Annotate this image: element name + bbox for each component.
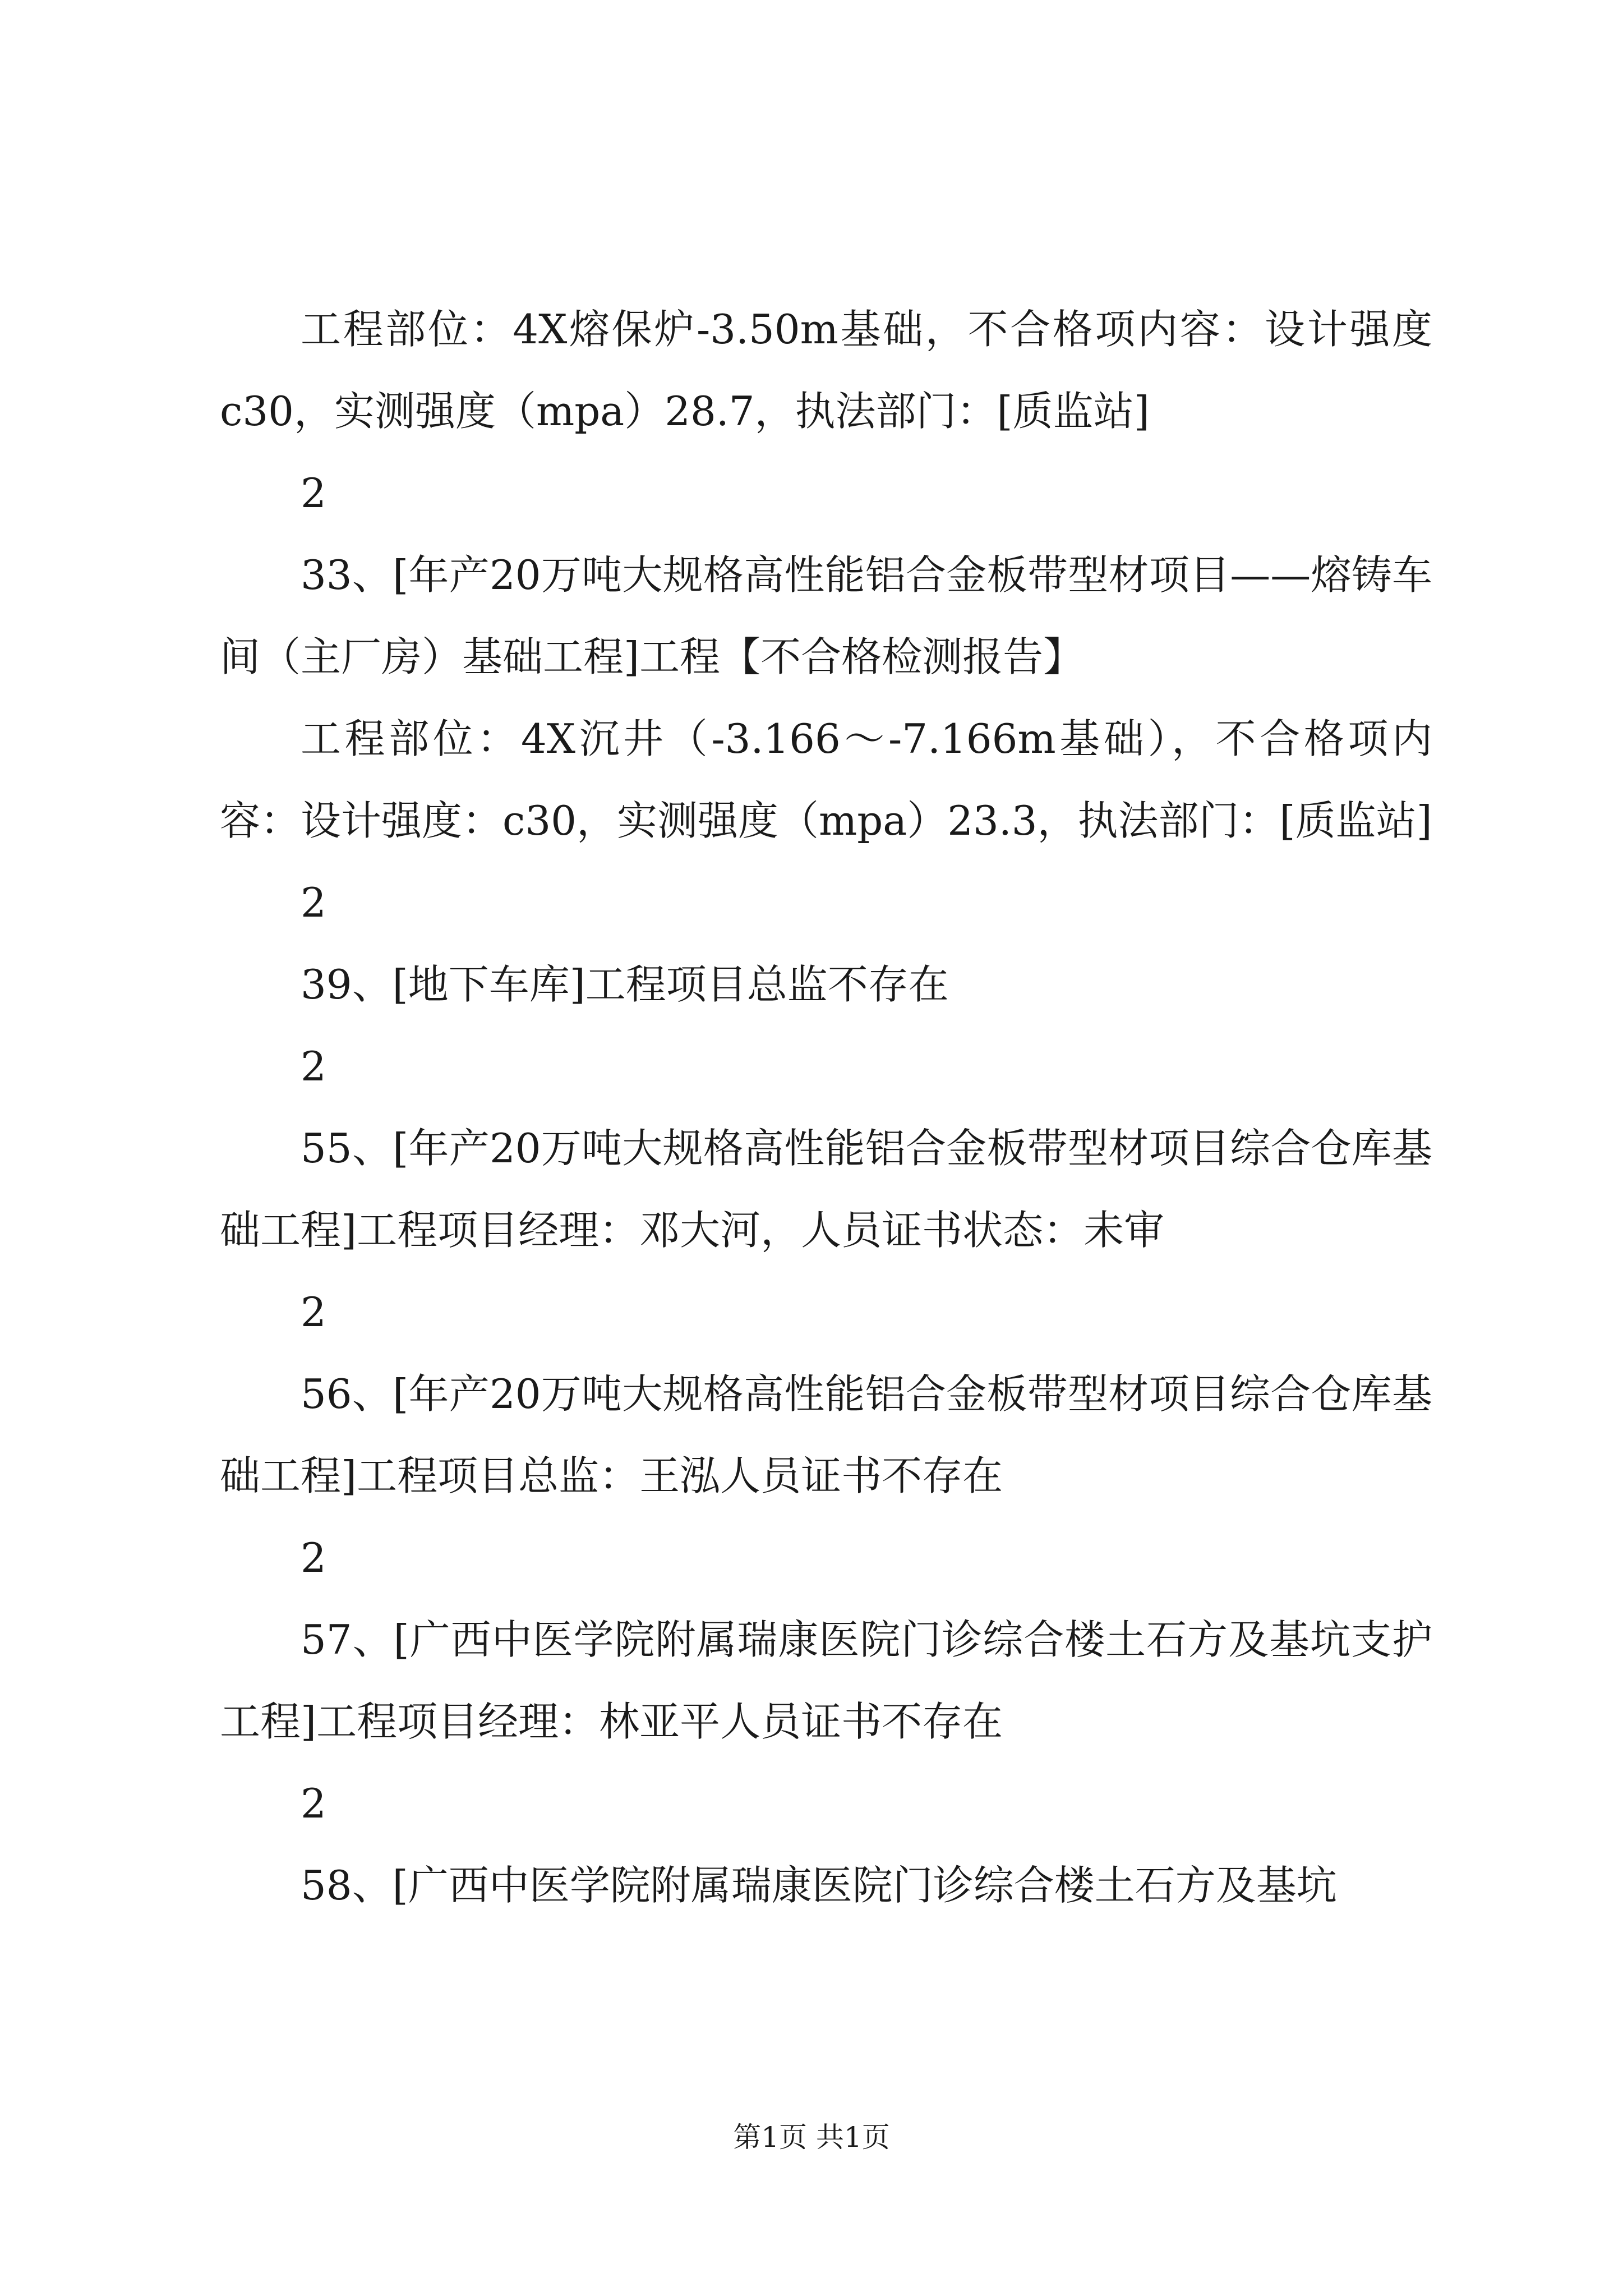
- paragraph: 2: [301, 1534, 326, 1581]
- paragraph: 2: [301, 1780, 326, 1827]
- paragraph: 58、[广西中医学院附属瑞康医院门诊综合楼土石方及基坑: [301, 1862, 1337, 1909]
- paragraph: 2: [301, 470, 326, 517]
- paragraph: 工程部位：4X沉井（-3.166～-7.166m基础），不合格项内容：设计强度：c30，实测强度（mpa）23.3，执法部门：[质监站]: [220, 715, 1432, 844]
- page-footer: [0, 2115, 1623, 2155]
- paragraph: 56、[年产20万吨大规格高性能铝合金板带型材项目综合仓库基础工程]工程项目总监：王泓人员证书不存在: [220, 1370, 1432, 1499]
- paragraph: 2: [301, 879, 326, 926]
- paragraph: 工程部位：4X熔保炉-3.50m基础，不合格项内容：设计强度c30，实测强度（mpa）28.7，执法部门：[质监站]: [220, 306, 1432, 435]
- paragraph: 2: [301, 1289, 326, 1336]
- paragraph: 39、[地下车库]工程项目总监不存在: [301, 961, 949, 1008]
- page-number-label: 第1页 共1页: [733, 2121, 890, 2154]
- paragraph: 57、[广西中医学院附属瑞康医院门诊综合楼土石方及基坑支护工程]工程项目经理：林亚平人员证书不存在: [220, 1616, 1432, 1745]
- paragraph: 2: [301, 1043, 326, 1090]
- paragraph: 33、[年产20万吨大规格高性能铝合金板带型材项目——熔铸车间（主厂房）基础工程]工程【不合格检测报告】: [220, 551, 1432, 680]
- document-body: [220, 288, 1432, 1926]
- paragraph: 55、[年产20万吨大规格高性能铝合金板带型材项目综合仓库基础工程]工程项目经理：邓大河，人员证书状态：未审: [220, 1125, 1432, 1254]
